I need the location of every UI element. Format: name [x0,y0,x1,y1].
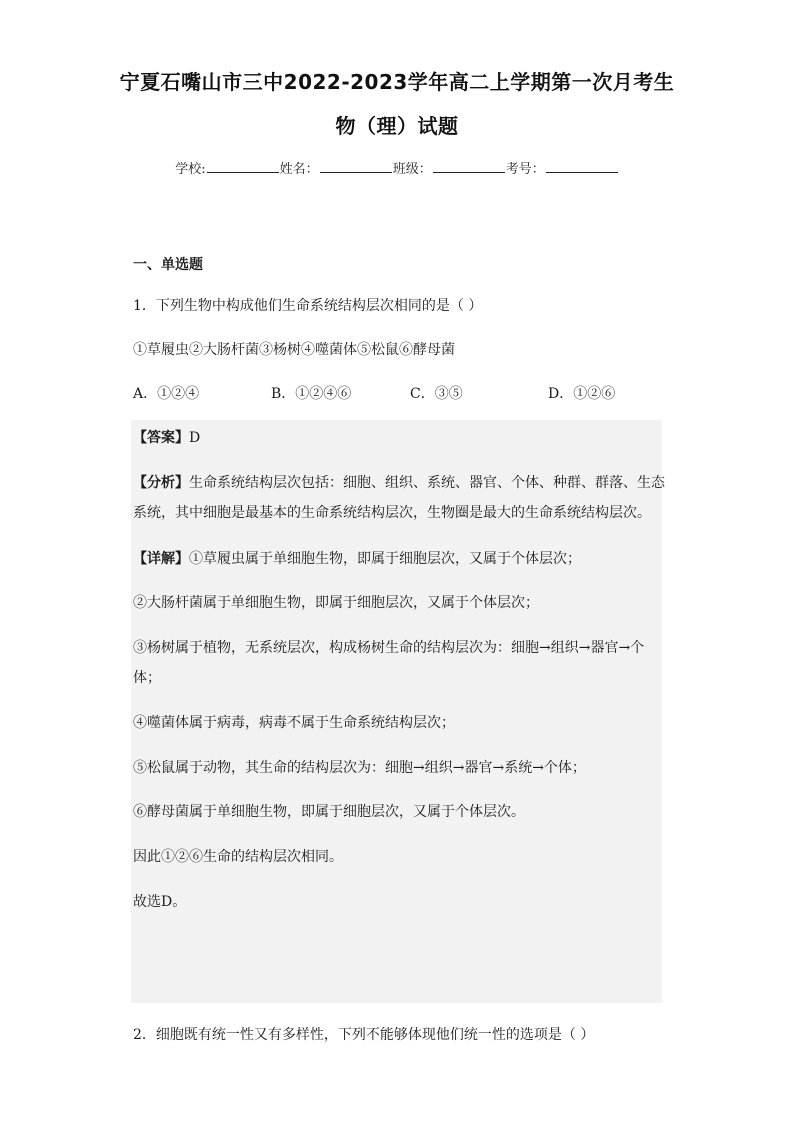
section-title: 一、单选题 [133,257,203,273]
name-label: 姓名： [279,162,319,177]
detail-tag: 【详解】 [133,551,189,567]
answer-tag: 【答案】 [133,430,189,446]
school-blank [207,160,279,173]
school-label: 学校: [175,162,206,177]
conclusion-line: 因此①②⑥生命的结构层次相同。 [133,849,343,865]
answer-explanation-box [131,420,665,1003]
class-blank [433,160,505,173]
document-title-line1: 宁夏石嘴山市三中2022-2023学年高二上学期第一次月考生 [119,70,675,94]
option-a: A．①②④ [133,386,200,402]
question-1-items: ①草履虫②大肠杆菌③杨树④噬菌体⑤松鼠⑥酵母菌 [133,342,455,358]
option-c: C．③⑤ [410,386,463,402]
detail-line-5: ⑤松鼠属于动物，其生命的结构层次为：细胞→组织→器官→系统→个体； [133,760,586,776]
option-b: B．①②④⑥ [271,386,352,402]
exam-number-label: 考号： [505,162,545,177]
analysis-tag: 【分析】 [133,475,189,491]
answer-line [133,427,660,447]
choice-line: 故选D。 [133,894,187,910]
class-label: 班级： [392,162,432,177]
exam-number-blank [546,160,618,173]
detail-text-1: ①草履虫属于单细胞生物，即属于细胞层次，又属于个体层次； [189,551,581,567]
question-2-stem: 2．细胞既有统一性又有多样性，下列不能够体现他们统一性的选项是（ ） [133,1027,595,1043]
analysis-line-1 [133,472,665,492]
detail-line-3b: 体； [133,670,161,686]
detail-line-3a: ③杨树属于植物，无系统层次，构成杨树生命的结构层次为：细胞→组织→器官→个 [133,640,645,656]
detail-line-2: ②大肠杆菌属于单细胞生物，即属于细胞层次，又属于个体层次； [133,595,539,611]
analysis-text-1: 生命系统结构层次包括：细胞、组织、系统、器官、个体、种群、群落、生态 [189,475,665,491]
name-blank [320,160,392,173]
student-info-fields [0,158,794,177]
document-title-line2: 物（理）试题 [335,114,459,138]
answer-value: D [189,430,201,446]
detail-line-1 [133,548,660,568]
detail-line-4: ④噬菌体属于病毒，病毒不属于生命系统结构层次； [133,715,455,731]
detail-line-6: ⑥酵母菌属于单细胞生物，即属于细胞层次，又属于个体层次。 [133,804,525,820]
analysis-line-2: 系统，其中细胞是最基本的生命系统结构层次，生物圈是最大的生命系统结构层次。 [133,505,651,521]
option-d: D．①②⑥ [548,386,616,402]
question-1-stem: 1．下列生物中构成他们生命系统结构层次相同的是（ ） [133,298,483,314]
